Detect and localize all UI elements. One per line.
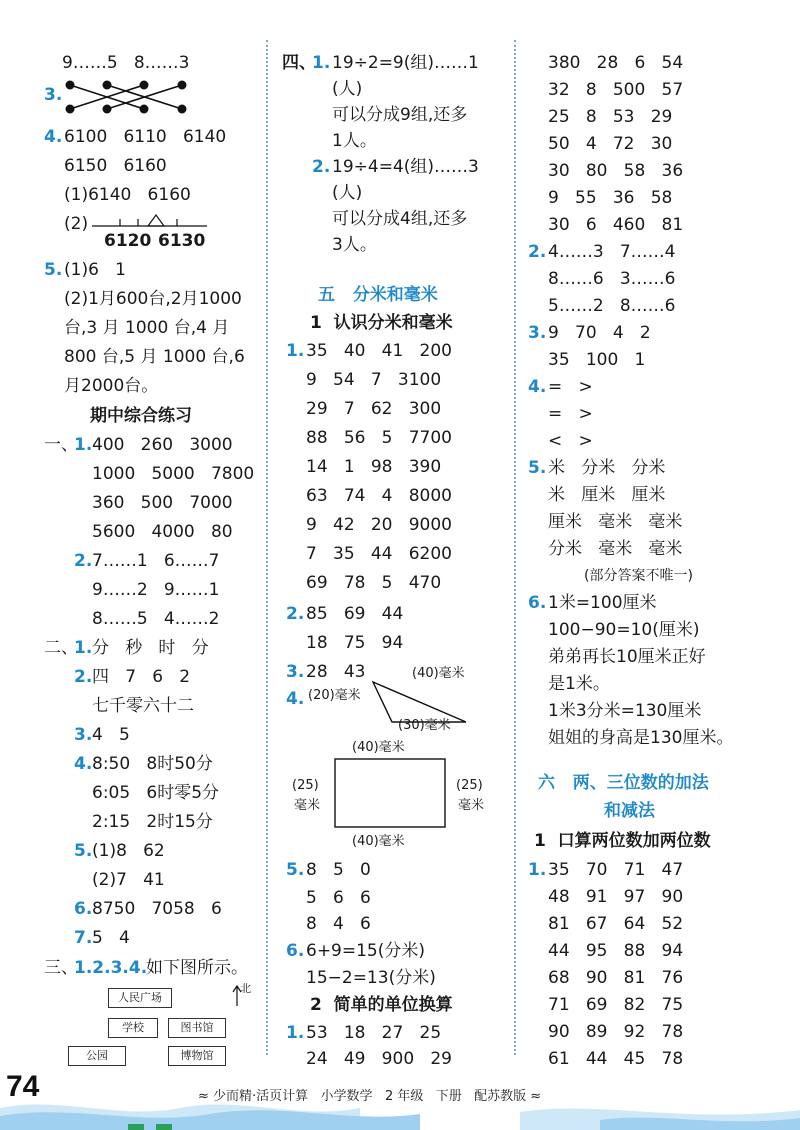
c2-grid-row: 63 74 4 8000 [306,486,452,506]
c3-q4-line2: = > [548,404,593,424]
c3-q3-line2: 35 100 1 [548,350,646,370]
c1-s1-q1-line1: 400 260 3000 [92,435,233,455]
c2-lesson1-title: 1 认识分米和毫米 [310,313,453,333]
c3-q6-line2: 100−90=10(厘米) [548,620,700,640]
column-divider-right [514,40,516,1055]
c1-s2-q6-number: 6. [74,899,93,919]
c2-q1-line2: (人) [332,79,363,99]
c1-q4-line2: 6150 6160 [64,156,167,176]
c2-q5b-number: 5. [286,860,305,880]
map-library: 图书馆 [168,1018,226,1038]
c1-s2-q7-line1: 5 4 [92,928,130,948]
c1-s1-q1-line4: 5600 4000 80 [92,522,233,542]
c2-grid-row: 9 42 20 9000 [306,515,452,535]
c2-q1-line3: 可以分成9组,还多 [332,105,468,125]
c1-s1-q1-number: 1. [74,435,93,455]
c1-q4-line4-prefix: (2) [64,214,89,234]
c3-q6-line3: 弟弟再长10厘米正好 [548,647,706,667]
c3-q4-line3: < > [548,431,593,451]
c3-q5-line4: 分米 毫米 毫米 [548,539,683,559]
c1-s1-q2-line1: 7……1 6……7 [92,551,220,571]
map-people-square: 人民广场 [108,988,172,1008]
c3-grid-row: 30 6 460 81 [548,215,684,235]
c2-grid-row: 7 35 44 6200 [306,544,452,564]
c1-q5-line1: (1)6 1 [64,260,126,280]
c3-q2-line3: 5……2 8……6 [548,296,676,316]
c2-q2-line1: 19÷4=4(组)……3 [332,157,479,177]
c3-unit6-title-a: 六 两、三位数的加法 [538,773,709,793]
c3-grid2-row: 35 70 71 47 [548,860,684,880]
c1-s1-q2-line2: 9……2 9……1 [92,580,220,600]
c2-q2b-number: 2. [286,604,305,624]
c1-s2-q4-number: 4. [74,754,93,774]
c2-triangle-left-label: (20)毫米 [308,688,361,703]
c2-q3b-line1: 28 43 [306,662,366,682]
c1-s2-q1-line1: 分 秒 时 分 [92,638,209,658]
c2-q2-line2: (人) [332,183,363,203]
c3-q3-number: 3. [528,323,547,343]
c3-grid-row: 30 80 58 36 [548,161,684,181]
c2-triangle-bottom-label: (30)毫米 [398,718,451,733]
c2-q6b-line1: 6+9=15(分米) [306,941,426,961]
c1-s3-numbers: 1.2.3.4. [74,958,148,978]
c2-unit5-title: 五 分米和毫米 [318,285,438,305]
c2-rect-right-label-a: (25) [456,778,483,793]
map-north-label: 北 [240,982,251,995]
c3-grid2-row: 68 90 81 76 [548,968,684,988]
c3-grid2-row: 90 89 92 78 [548,1022,684,1042]
c1-q4-number: 4. [44,127,63,147]
c2-grid-row: 14 1 98 390 [306,457,442,477]
c3-q3-line1: 9 70 4 2 [548,323,651,343]
c3-grid-row: 50 4 72 30 [548,134,673,154]
c1-s3-prefix: 三、 [44,958,78,978]
c3-q1-number: 1. [528,860,547,880]
c2-s4-prefix: 四、 [282,53,316,73]
c2-q2-number: 2. [312,157,331,177]
c3-q5-note: (部分答案不唯一) [584,568,693,584]
map-park: 公园 [68,1046,126,1066]
c3-lesson1-title: 1 口算两位数加两位数 [534,831,711,851]
c3-q5-line3: 厘米 毫米 毫米 [548,512,683,532]
c2-q5b-line1: 8 5 0 [306,860,371,880]
c2-q5b-line2: 5 6 6 [306,888,371,908]
c2-rect-left-label-a: (25) [292,778,319,793]
c1-q5-number: 5. [44,260,63,280]
c2-grid-row: 69 78 5 470 [306,573,442,593]
c1-s2-q3-number: 3. [74,725,93,745]
c3-q4-number: 4. [528,377,547,397]
c3-q5-line1: 米 分米 分米 [548,458,666,478]
c3-q6-line1: 1米=100厘米 [548,593,657,613]
c1-number-line-label-b: 6130 [158,231,206,251]
c3-q5-number: 5. [528,458,547,478]
map-school: 学校 [108,1018,158,1038]
c1-s1-prefix: 一、 [44,435,78,455]
c3-q2-line2: 8……6 3……6 [548,269,676,289]
c2-q1c-line1: 53 18 27 25 [306,1023,442,1043]
c2-q2-line4: 3人。 [332,235,377,255]
c1-s1-q1-line2: 1000 5000 7800 [92,464,255,484]
c2-q1-line4: 1人。 [332,131,377,151]
c1-q3-matching-lines [62,80,192,116]
c1-q3-number: 3. [44,85,63,105]
c3-grid-row: 380 28 6 54 [548,53,684,73]
c1-s2-q2-line1: 四 7 6 2 [92,667,191,687]
c1-s1-q2-number: 2. [74,551,93,571]
c1-s2-q5-line2: (2)7 41 [92,870,165,890]
c3-grid2-row: 81 67 64 52 [548,914,684,934]
c2-grid-row: 88 56 5 7700 [306,428,452,448]
c3-grid-row: 32 8 500 57 [548,80,684,100]
c1-section-title: 期中综合练习 [90,406,192,426]
c1-s2-q6-line1: 8750 7058 6 [92,899,222,919]
c2-grid-row: 35 40 41 200 [306,341,452,361]
c1-s2-q5-number: 5. [74,841,93,861]
c3-grid-row: 25 8 53 29 [548,107,673,127]
c1-s3-text: 如下图所示。 [146,958,248,978]
c2-q5b-line3: 8 4 6 [306,914,371,934]
c2-grid-row: 29 7 62 300 [306,399,442,419]
page-number: 74 [6,1070,40,1103]
c1-s2-q4-line1: 8:50 8时50分 [92,754,213,774]
c1-number-line-label-a: 6120 [104,231,152,251]
c1-s1-q1-line3: 360 500 7000 [92,493,233,513]
c3-q6-number: 6. [528,593,547,613]
c3-q6-line6: 姐姐的身高是130厘米。 [548,728,734,748]
c1-s2-q3-line1: 4 5 [92,725,130,745]
c1-s2-q2-number: 2. [74,667,93,687]
c1-s2-q5-line1: (1)8 62 [92,841,165,861]
c1-q4-line3: (1)6140 6160 [64,185,191,205]
c1-q5-line5: 月2000台。 [64,376,159,396]
c3-unit6-title-b: 和减法 [604,801,655,821]
c2-rect-left-label-b: 毫米 [294,798,321,813]
c2-q1c-number: 1. [286,1023,305,1043]
c2-q2-line3: 可以分成4组,还多 [332,209,468,229]
c3-grid2-row: 61 44 45 78 [548,1049,684,1069]
c2-q3b-number: 3. [286,662,305,682]
c2-lesson2-title: 2 简单的单位换算 [310,995,453,1015]
c1-line-dots: 9……5 8……3 [62,53,190,73]
c1-s1-q2-line3: 8……5 4……2 [92,609,220,629]
c2-q1-line1: 19÷2=9(组)……1 [332,53,479,73]
footer-text: ≈ 少而精·活页计算 小学数学 2 年级 下册 配苏教版 ≈ [198,1089,542,1104]
c3-q6-line5: 1米3分米=130厘米 [548,701,702,721]
c3-q6-line4: 是1米。 [548,674,610,694]
c2-q2b-line1: 85 69 44 [306,604,404,624]
c1-q5-line2: (2)1月600台,2月1000 [64,289,242,309]
c2-rect-top-label: (40)毫米 [352,740,405,755]
c3-q4-line1: = > [548,377,593,397]
c1-s2-q1-number: 1. [74,638,93,658]
c2-rect-right-label-b: 毫米 [458,798,485,813]
c3-grid2-row: 71 69 82 75 [548,995,684,1015]
c2-rect-bottom-label: (40)毫米 [352,834,405,849]
c1-q5-line3: 台,3 月 1000 台,4 月 [64,318,230,338]
c1-s2-prefix: 二、 [44,638,78,658]
map-museum: 博物馆 [168,1046,226,1066]
c1-s2-q4-line2: 6:05 6时零5分 [92,783,220,803]
c1-s2-q2-line2: 七千零六十二 [92,696,194,716]
c1-q5-line4: 800 台,5 月 1000 台,6 [64,347,245,367]
c2-triangle-top-label: (40)毫米 [412,666,465,681]
c2-grid-row: 9 54 7 3100 [306,370,442,390]
c2-q6b-line2: 15−2=13(分米) [306,968,436,988]
c2-q6b-number: 6. [286,941,305,961]
c1-s2-q4-line3: 2:15 2时15分 [92,812,213,832]
c3-grid2-row: 48 91 97 90 [548,887,684,907]
c3-q5-line2: 米 厘米 厘米 [548,485,666,505]
c3-q2-number: 2. [528,242,547,262]
c3-grid-row: 9 55 36 58 [548,188,673,208]
c2-rectangle-shape [334,758,448,830]
c2-q1-number: 1. [312,53,331,73]
c1-q4-line1: 6100 6110 6140 [64,127,227,147]
c3-q2-line1: 4……3 7……4 [548,242,676,262]
c2-q1b-number: 1. [286,341,305,361]
c2-q1c-line2: 24 49 900 29 [306,1049,452,1069]
column-divider-left [266,40,268,1055]
c3-grid2-row: 44 95 88 94 [548,941,684,961]
c1-s2-q7-number: 7. [74,928,93,948]
c2-q4b-number: 4. [286,689,305,709]
c2-q2b-line2: 18 75 94 [306,633,404,653]
